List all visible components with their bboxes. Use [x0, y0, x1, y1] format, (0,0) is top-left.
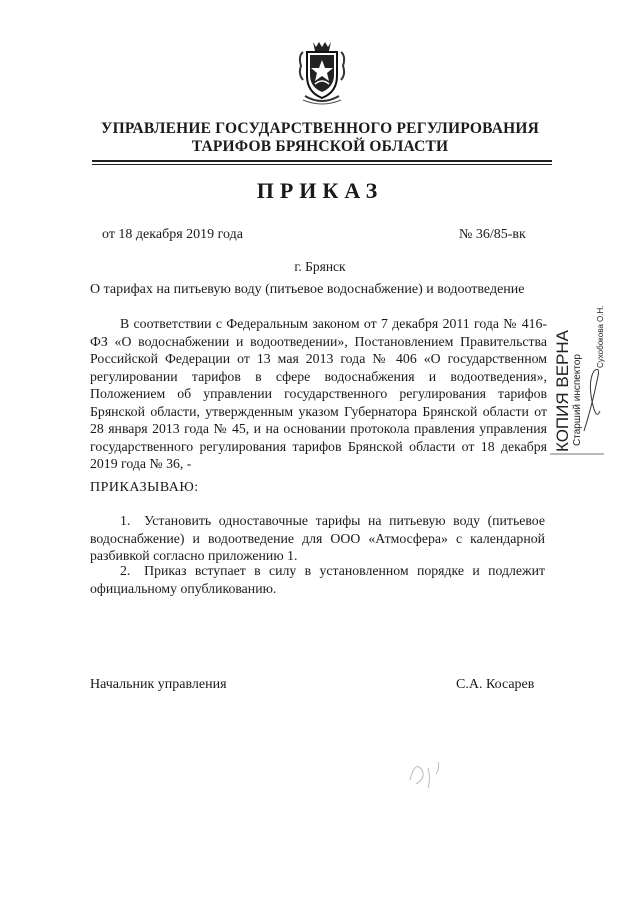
signatory-position: Начальник управления — [90, 677, 227, 692]
document-city: г. Брянск — [294, 259, 346, 274]
order-word: ПРИКАЗЫВАЮ: — [90, 480, 199, 495]
copy-certification-stamp — [548, 296, 606, 456]
stamp-line3: Сухобокова О.Н. — [596, 305, 605, 368]
header-rule-thick — [92, 160, 552, 162]
stamp-line2: Старший инспектор — [572, 354, 583, 446]
document-date: от 18 декабря 2019 года — [102, 227, 243, 242]
signature-mark — [380, 740, 470, 800]
document-title: ПРИКАЗ — [256, 178, 384, 203]
coat-of-arms-emblem — [297, 38, 347, 106]
signatory-name: С.А. Косарев — [456, 677, 535, 692]
order-item-2: 2. Приказ вступает в силу в установленном порядке и подлежит официальному опубликованию. — [90, 563, 545, 596]
agency-name-line1: УПРАВЛЕНИЕ ГОСУДАРСТВЕННОГО РЕГУЛИРОВАНИЯ — [101, 120, 539, 137]
order-item-1: 1. Установить одноставочные тарифы на питьевую воду (питьевое водоснабжение) и водоотведение для ООО «Атмосфера» с календарной разбивкой согласно приложению 1. — [90, 513, 545, 563]
preamble-paragraph: В соответствии с Федеральным законом от 7 декабря 2011 года № 416-ФЗ «О водоснабжении и водоотведении», Постановлением Правительства Российской Федерации от 13 мая 2013 года № 406 «О государственном регулировании тарифов в сфере водоснабжения и водоотведения», Положением об управлении государственного регулирования тарифов Брянской области, утвержденным указом Губернатора Брянской области от 28 января 2013 года № 45, и на основании протокола правления управления государственного регулирования тарифов Брянской области от 18 декабря 2019 года № 36, - — [90, 316, 547, 471]
document-subject: О тарифах на питьевую воду (питьевое водоснабжение) и водоотведение — [90, 282, 525, 297]
agency-name-line2: ТАРИФОВ БРЯНСКОЙ ОБЛАСТИ — [191, 138, 449, 155]
header-rule-thin — [92, 164, 552, 165]
stamp-line1: КОПИЯ ВЕРНА — [553, 329, 572, 452]
document-number: № 36/85-вк — [459, 227, 526, 242]
